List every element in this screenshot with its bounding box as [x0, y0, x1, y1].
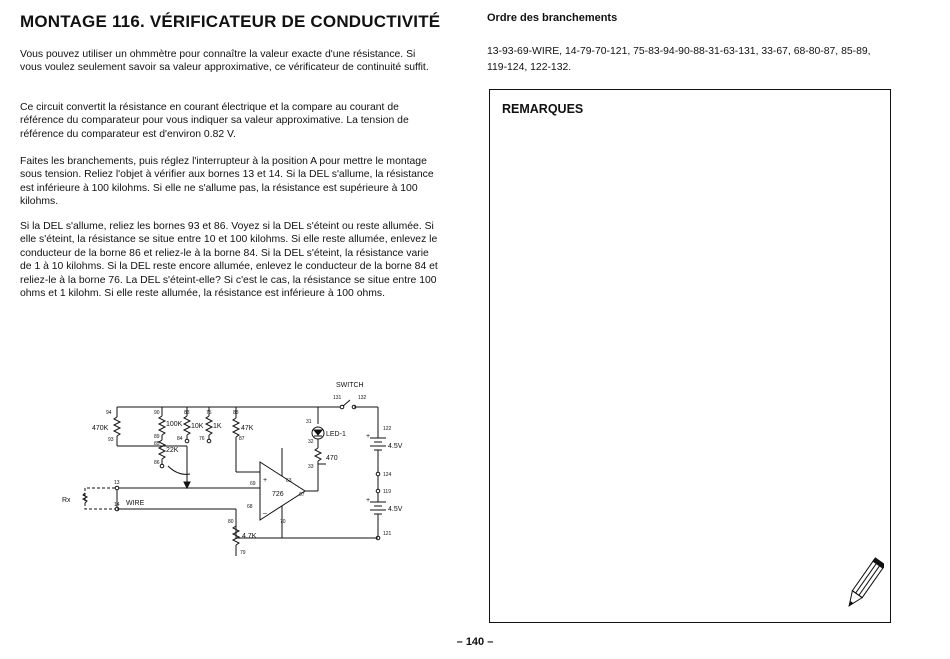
- resistor-10k-label: 10K: [191, 423, 204, 430]
- page-title: MONTAGE 116. VÉRIFICATEUR DE CONDUCTIVITÉ: [20, 12, 441, 31]
- setup-paragraph: Faites les branchements, puis réglez l'interrupteur à la position A pour mettre le montage sous tension. Reliez l'objet à vérifier aux bornes 13 et 14. Si la DEL s'allume, la résistance est inférieure à 100 kilohms. Si elle ne s'allume pas, la résistance est supérieure à 100 kilohms.: [20, 156, 434, 208]
- terminal-76: 76: [199, 436, 205, 442]
- resistor-100k-label: 100K: [166, 421, 183, 428]
- terminal-79: 79: [240, 550, 246, 556]
- terminal-63: 63: [286, 478, 292, 484]
- procedure-paragraph: Si la DEL s'allume, reliez les bornes 93 et 86. Voyez si la DEL s'éteint ou reste allumée. Si elle s'éteint, la résistance se situe entre 10 et 100 kilohms. Si elle reste allumée, enlevez le conducteur de la borne 86 et reliez-le à la borne 84. Si la DEL s'éteint, la résistance varie de 1 à 10 kilohms. Si la DEL reste encore allumée, enlevez le conducteur de la borne 84 et reliez-le à la borne 76. La DEL s'éteint-elle? Si c'est le cas, la résistance se situe entre 100 ohms et 1 kilohm. Si elle reste allumée, la résistance est inférieure à 100 ohms.: [20, 221, 438, 300]
- terminal-31: 31: [306, 419, 312, 425]
- terminal-94: 94: [106, 410, 112, 416]
- battery2-label: 4.5V: [388, 506, 403, 513]
- terminal-80: 80: [228, 519, 234, 525]
- pencil-icon: [842, 556, 884, 616]
- terminal-121: 121: [383, 531, 392, 537]
- terminal-88: 88: [233, 410, 239, 416]
- battery1-label: 4.5V: [388, 443, 403, 450]
- ic-label: 726: [272, 491, 284, 498]
- page-number: – 140 –: [456, 636, 494, 648]
- terminal-83: 83: [184, 410, 190, 416]
- connections-list: 13-93-69-WIRE, 14-79-70-121, 75-83-94-90-88-31-63-131, 33-67, 68-80-87, 85-89, 119-124, 122-132.: [487, 46, 871, 73]
- terminal-86: 86: [154, 460, 160, 466]
- resistor-1k-label: 1K: [213, 423, 222, 430]
- terminal-67: 67: [299, 492, 305, 498]
- terminal-75: 75: [206, 410, 212, 416]
- terminal-93: 93: [108, 437, 114, 443]
- terminal-32: 32: [308, 439, 314, 445]
- terminal-124: 124: [383, 472, 392, 478]
- terminal-131: 131: [333, 395, 342, 401]
- circuit-paragraph: Ce circuit convertit la résistance en courant électrique et la compare au courant de référence du comparateur pour vous indiquer sa valeur approximative. La tension de référence du comparateur est d'environ 0.82 V.: [20, 102, 409, 140]
- resistor-470k-label: 470K: [92, 425, 109, 432]
- intro-paragraph: Vous pouvez utiliser un ohmmètre pour connaître la valeur exacte d'une résistance. Si vous voulez seulement savoir sa valeur approximative, ce vérificateur de continuité suffit.: [20, 49, 429, 74]
- battery1-plus: +: [366, 433, 371, 440]
- terminal-13: 13: [114, 480, 120, 486]
- remarks-title: REMARQUES: [502, 102, 584, 116]
- led-label: LED-1: [326, 431, 346, 438]
- opamp-plus: +: [263, 477, 268, 484]
- terminal-68: 68: [247, 504, 253, 510]
- terminal-85: 85: [154, 441, 160, 447]
- terminal-14: 14: [114, 502, 120, 508]
- terminal-69: 69: [250, 481, 256, 487]
- resistor-470-label: 470: [326, 455, 338, 462]
- terminal-70: 70: [280, 519, 286, 525]
- terminal-84: 84: [177, 436, 183, 442]
- terminal-89: 89: [154, 434, 160, 440]
- resistor-4-7k-label: 4.7K: [242, 533, 257, 540]
- terminal-132: 132: [358, 395, 367, 401]
- terminal-33: 33: [308, 464, 314, 470]
- resistor-22k-label: 22K: [166, 447, 179, 454]
- terminal-87: 87: [239, 436, 245, 442]
- rx-label: Rx: [62, 497, 71, 504]
- opamp-minus: –: [263, 510, 267, 517]
- wire-label: WIRE: [126, 500, 145, 507]
- resistor-47k-label: 47K: [241, 425, 254, 432]
- remarks-box: [489, 89, 891, 623]
- terminal-90: 90: [154, 410, 160, 416]
- terminal-119: 119: [383, 489, 391, 495]
- battery2-plus: +: [366, 497, 371, 504]
- switch-label: SWITCH: [336, 382, 364, 389]
- circuit-schematic: [50, 378, 440, 578]
- connections-heading: Ordre des branchements: [487, 12, 618, 24]
- terminal-122: 122: [383, 426, 392, 432]
